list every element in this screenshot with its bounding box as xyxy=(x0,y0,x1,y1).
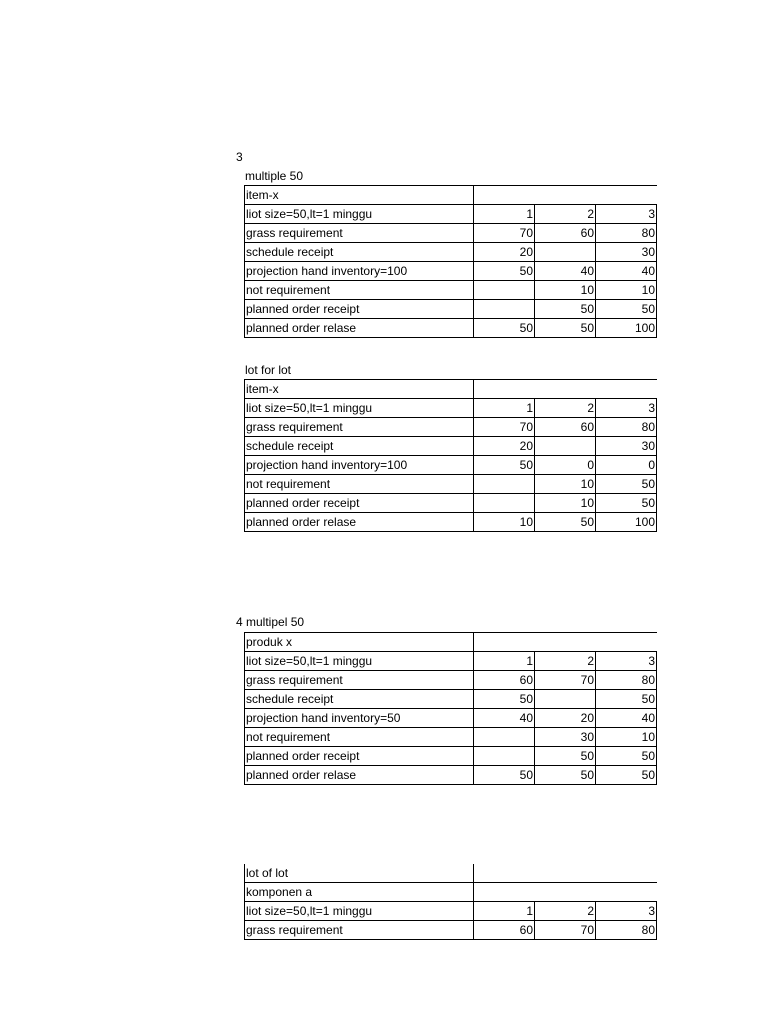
empty-cell xyxy=(474,883,657,902)
value-cell: 50 xyxy=(535,747,596,766)
table-row xyxy=(245,652,657,671)
value-cell: 60 xyxy=(535,224,596,243)
value-cell: 1 xyxy=(474,902,535,921)
table-row xyxy=(245,281,657,300)
table-row xyxy=(245,418,657,437)
value-cell: 20 xyxy=(535,709,596,728)
value-cell: 10 xyxy=(535,281,596,300)
mrp-table xyxy=(244,379,657,532)
value-cell: 50 xyxy=(596,747,657,766)
value-cell: 80 xyxy=(596,671,657,690)
empty-cell xyxy=(474,186,657,205)
table-row xyxy=(245,205,657,224)
value-cell: 30 xyxy=(535,728,596,747)
row-label: projection hand inventory=100 xyxy=(245,456,474,475)
row-label: liot size=50,lt=1 minggu xyxy=(245,652,474,671)
table-row xyxy=(245,709,657,728)
table-row xyxy=(245,437,657,456)
table-row xyxy=(245,243,657,262)
row-label: schedule receipt xyxy=(245,243,474,262)
row-label: grass requirement xyxy=(245,921,474,940)
table-row xyxy=(245,728,657,747)
section-title: lot of lot xyxy=(245,864,474,883)
table-row xyxy=(245,766,657,785)
value-cell: 50 xyxy=(474,766,535,785)
value-cell: 3 xyxy=(596,902,657,921)
row-label: liot size=50,lt=1 minggu xyxy=(245,399,474,418)
row-label: not requirement xyxy=(245,281,474,300)
value-cell: 10 xyxy=(535,494,596,513)
item-cell: item-x xyxy=(245,186,474,205)
item-cell: item-x xyxy=(245,380,474,399)
value-cell: 70 xyxy=(474,224,535,243)
value-cell: 60 xyxy=(474,921,535,940)
item-cell: produk x xyxy=(245,633,474,652)
row-label: projection hand inventory=100 xyxy=(245,262,474,281)
value-cell: 30 xyxy=(596,437,657,456)
value-cell: 80 xyxy=(596,418,657,437)
value-cell: 100 xyxy=(596,513,657,532)
value-cell: 2 xyxy=(535,399,596,418)
row-label: liot size=50,lt=1 minggu xyxy=(245,902,474,921)
table-row xyxy=(245,747,657,766)
value-cell xyxy=(474,747,535,766)
row-label: planned order relase xyxy=(245,513,474,532)
value-cell: 70 xyxy=(535,921,596,940)
table-row xyxy=(245,399,657,418)
table-row xyxy=(245,475,657,494)
table-row xyxy=(245,883,657,902)
table-row xyxy=(245,224,657,243)
table-row xyxy=(245,319,657,338)
section-number: 3 xyxy=(236,150,243,164)
value-cell: 3 xyxy=(596,652,657,671)
value-cell: 40 xyxy=(596,262,657,281)
value-cell: 10 xyxy=(535,475,596,494)
row-label: grass requirement xyxy=(245,224,474,243)
mrp-table xyxy=(244,185,657,338)
value-cell: 1 xyxy=(474,205,535,224)
value-cell: 50 xyxy=(474,456,535,475)
empty-cell xyxy=(474,380,657,399)
value-cell: 70 xyxy=(535,671,596,690)
row-label: grass requirement xyxy=(245,418,474,437)
value-cell: 0 xyxy=(596,456,657,475)
section-title: 4 multipel 50 xyxy=(236,615,305,629)
value-cell: 50 xyxy=(474,319,535,338)
value-cell: 50 xyxy=(596,300,657,319)
table-row xyxy=(245,690,657,709)
row-label: planned order receipt xyxy=(245,494,474,513)
table-row xyxy=(245,513,657,532)
table-row xyxy=(245,300,657,319)
value-cell: 50 xyxy=(596,690,657,709)
value-cell: 3 xyxy=(596,205,657,224)
value-cell: 40 xyxy=(535,262,596,281)
value-cell: 50 xyxy=(596,475,657,494)
value-cell: 40 xyxy=(596,709,657,728)
value-cell: 1 xyxy=(474,652,535,671)
row-label: not requirement xyxy=(245,728,474,747)
table-row xyxy=(245,494,657,513)
value-cell: 100 xyxy=(596,319,657,338)
value-cell xyxy=(474,281,535,300)
section-title: multiple 50 xyxy=(245,169,304,183)
section-title: lot for lot xyxy=(245,363,292,377)
value-cell: 50 xyxy=(474,690,535,709)
row-label: schedule receipt xyxy=(245,437,474,456)
value-cell: 50 xyxy=(535,513,596,532)
value-cell: 50 xyxy=(535,300,596,319)
value-cell: 70 xyxy=(474,418,535,437)
value-cell xyxy=(535,437,596,456)
value-cell: 2 xyxy=(535,902,596,921)
mrp-table xyxy=(244,864,657,940)
value-cell: 10 xyxy=(596,281,657,300)
value-cell: 80 xyxy=(596,921,657,940)
table-row xyxy=(245,262,657,281)
table-row xyxy=(245,456,657,475)
row-label: planned order relase xyxy=(245,319,474,338)
value-cell: 40 xyxy=(474,709,535,728)
row-label: not requirement xyxy=(245,475,474,494)
value-cell xyxy=(474,494,535,513)
empty-cell xyxy=(474,633,657,652)
value-cell: 10 xyxy=(596,728,657,747)
row-label: planned order relase xyxy=(245,766,474,785)
value-cell: 2 xyxy=(535,205,596,224)
value-cell xyxy=(474,300,535,319)
value-cell xyxy=(474,728,535,747)
value-cell xyxy=(474,475,535,494)
value-cell: 80 xyxy=(596,224,657,243)
value-cell: 50 xyxy=(474,262,535,281)
value-cell: 3 xyxy=(596,399,657,418)
value-cell xyxy=(535,243,596,262)
empty-cell xyxy=(474,864,657,883)
value-cell: 2 xyxy=(535,652,596,671)
value-cell xyxy=(535,690,596,709)
table-row xyxy=(245,921,657,940)
value-cell: 30 xyxy=(596,243,657,262)
row-label: planned order receipt xyxy=(245,300,474,319)
value-cell: 1 xyxy=(474,399,535,418)
table-row xyxy=(245,902,657,921)
value-cell: 50 xyxy=(596,494,657,513)
row-label: planned order receipt xyxy=(245,747,474,766)
table-row xyxy=(245,671,657,690)
row-label: grass requirement xyxy=(245,671,474,690)
value-cell: 50 xyxy=(535,766,596,785)
value-cell: 0 xyxy=(535,456,596,475)
row-label: projection hand inventory=50 xyxy=(245,709,474,728)
value-cell: 60 xyxy=(474,671,535,690)
row-label: liot size=50,lt=1 minggu xyxy=(245,205,474,224)
value-cell: 50 xyxy=(535,319,596,338)
value-cell: 60 xyxy=(535,418,596,437)
value-cell: 50 xyxy=(596,766,657,785)
value-cell: 20 xyxy=(474,243,535,262)
value-cell: 20 xyxy=(474,437,535,456)
item-cell: komponen a xyxy=(245,883,474,902)
row-label: schedule receipt xyxy=(245,690,474,709)
mrp-table xyxy=(244,632,657,785)
value-cell: 10 xyxy=(474,513,535,532)
